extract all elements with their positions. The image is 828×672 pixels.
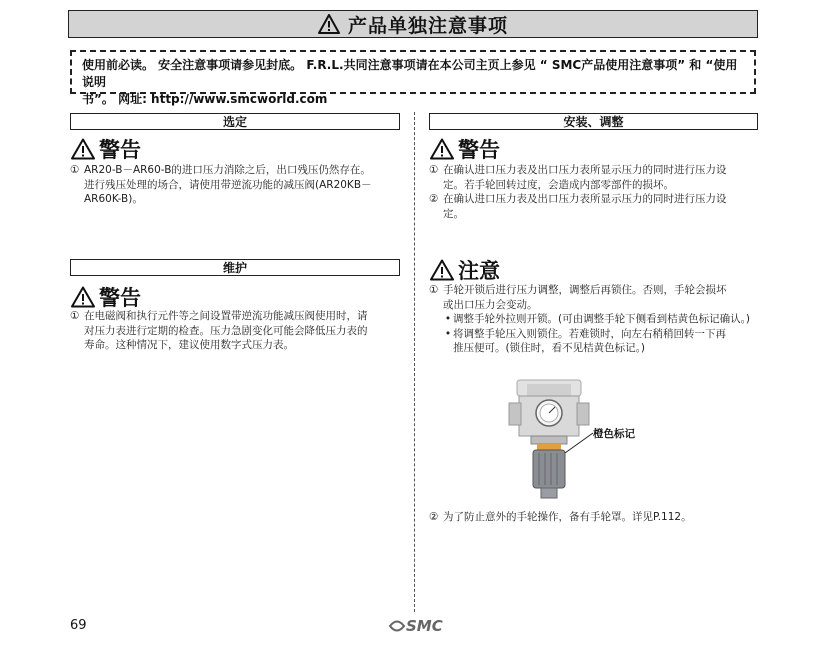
text-line: 将调整手轮压入则锁住。若难锁时，向左右稍稍回转一下再 xyxy=(453,327,726,340)
text-line: 手轮开锁后进行压力调整，调整后再锁住。否则，手轮会损坏 xyxy=(443,284,727,296)
bullet-item xyxy=(429,312,764,327)
text-line: 调整手轮外拉则开锁。(可由调整手轮下侧看到桔黄色标记确认。) xyxy=(453,313,750,325)
column-divider xyxy=(414,112,415,612)
bullet-icon: • xyxy=(444,327,452,340)
notice-box xyxy=(70,50,756,106)
item-number: ① xyxy=(429,164,439,176)
orange-mark xyxy=(537,444,561,450)
caution-item-2 xyxy=(429,510,764,525)
text-line: 推压便可。(锁住时，看不见桔黄色标记。) xyxy=(453,342,645,354)
section-header-label: 安装、调整 xyxy=(563,115,624,129)
text-line: 对压力表进行定期的检查。压力急剧变化可能会降低压力表的 xyxy=(84,324,368,337)
text-line: AR20-B－AR60-B的进口压力消除之后，出口残压仍然存在。 xyxy=(84,164,371,176)
text-line: 定。若手轮回转过度，会造成内部零部件的损坏。 xyxy=(443,178,674,191)
heading-label: 警告 xyxy=(458,138,500,162)
section-header-maintenance xyxy=(70,259,400,276)
text-line: 为了防止意外的手轮操作，备有手轮罩。详见P.112。 xyxy=(443,511,692,523)
item-number: ② xyxy=(429,193,439,205)
caution-item-1 xyxy=(429,283,764,356)
smc-logo-icon xyxy=(388,619,406,633)
text-line: 定。 xyxy=(443,207,464,220)
item-number: ① xyxy=(70,164,80,176)
section-header-selection xyxy=(70,113,400,130)
warning-icon xyxy=(430,138,454,160)
smc-logo xyxy=(388,617,443,635)
page-title: 产品单独注意事项 xyxy=(347,14,508,37)
warning-icon xyxy=(71,138,95,160)
caution-heading xyxy=(430,255,500,285)
caution-icon xyxy=(430,259,454,281)
heading-label: 注意 xyxy=(458,259,500,283)
warning-icon xyxy=(318,14,340,34)
text-line: 进行残压处理的场合，请使用带逆流功能的减压阀(AR20KB－ xyxy=(84,178,372,191)
text-line: 在确认进口压力表及出口压力表所显示压力的同时进行压力设 xyxy=(443,193,727,205)
notice-line-2: 书”。 网址: http://www.smcworld.com xyxy=(82,92,328,106)
brand-name: SMC xyxy=(406,617,443,635)
heading-label: 警告 xyxy=(99,138,141,162)
install-items xyxy=(429,163,759,221)
page-number: 69 xyxy=(70,618,87,633)
heading-label: 警告 xyxy=(99,286,141,310)
selection-item-1 xyxy=(70,163,405,207)
warning-heading-selection xyxy=(71,134,141,164)
warning-heading-install xyxy=(430,134,500,164)
bullet-item xyxy=(429,327,764,342)
maintenance-item-1 xyxy=(70,309,405,353)
text-line: 在确认进口压力表及出口压力表所显示压力的同时进行压力设 xyxy=(443,164,727,176)
bullet-icon: • xyxy=(444,313,452,325)
section-header-install xyxy=(429,113,758,130)
text-line: 或出口压力会变动。 xyxy=(443,298,538,311)
regulator-illustration xyxy=(505,375,605,503)
notice-line-1: 使用前必读。 安全注意事项请参见封底。 F.R.L.共同注意事项请在本公司主页上参见 “ SMC产品使用注意事项” 和 “使用说明 xyxy=(82,58,738,89)
text-line: 在电磁阀和执行元件等之间设置带逆流功能减压阀使用时，请 xyxy=(84,310,368,322)
section-header-label: 选定 xyxy=(222,115,247,129)
title-bar xyxy=(68,10,758,38)
section-header-label: 维护 xyxy=(222,261,247,275)
adjust-knob xyxy=(533,450,565,488)
orange-mark-label: 橙色标记 xyxy=(593,428,635,440)
item-number: ① xyxy=(70,310,80,322)
warning-icon xyxy=(71,286,95,308)
text-line: 寿命。这种情况下，建议使用数字式压力表。 xyxy=(84,339,294,351)
item-number: ① xyxy=(429,284,439,296)
warning-heading-maintenance xyxy=(71,282,141,312)
text-line: AR60K-B)。 xyxy=(84,193,143,205)
item-number: ② xyxy=(429,511,439,523)
